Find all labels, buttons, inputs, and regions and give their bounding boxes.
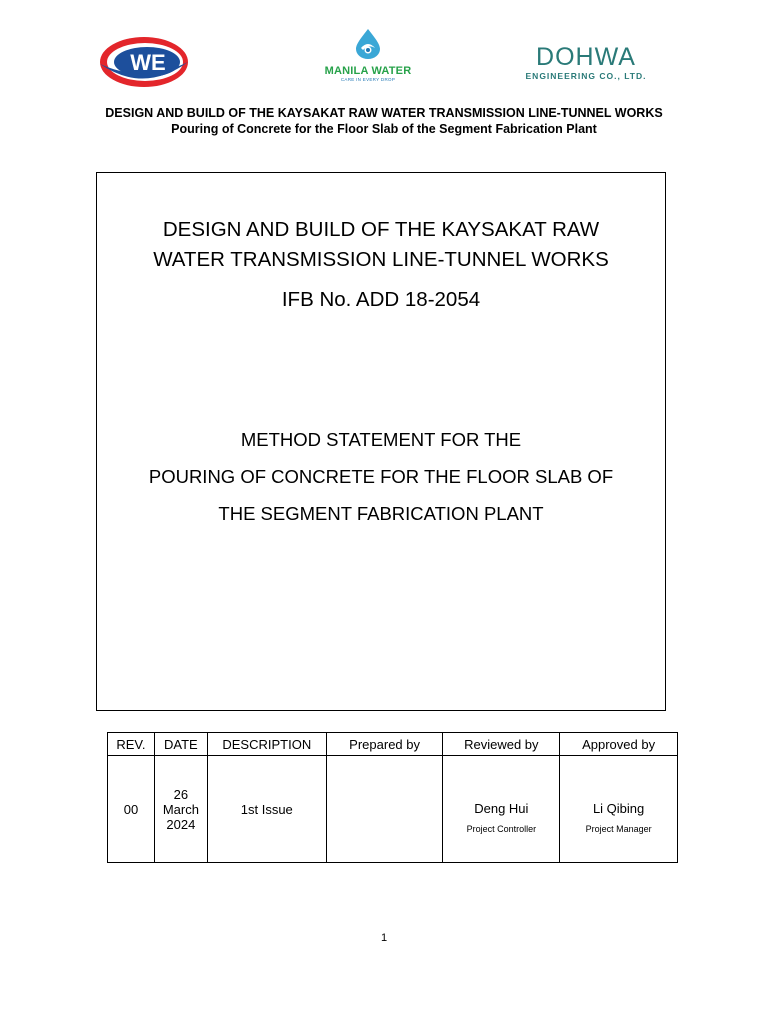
date-month: March	[162, 801, 199, 817]
cell-prepared-by	[326, 756, 443, 863]
date-year: 2024	[166, 816, 196, 832]
manila-water-logo	[318, 28, 418, 86]
page-number: 1	[380, 932, 388, 944]
cwe-logo-mark	[98, 34, 190, 90]
cell-description: 1st Issue	[207, 756, 326, 863]
header-subtitle: Pouring of Concrete for the Floor Slab of the Segment Fabrication Plant	[171, 122, 597, 136]
method-statement-line3: THE SEGMENT FABRICATION PLANT	[218, 503, 544, 524]
cell-rev: 00	[108, 756, 155, 863]
header-approved-by: Approved by	[560, 733, 678, 756]
table-row	[108, 756, 678, 863]
cell-date	[154, 756, 207, 863]
header-project-title: DESIGN AND BUILD OF THE KAYSAKAT RAW WATER TRANSMISSION LINE-TUNNEL WORKS	[105, 106, 663, 120]
reviewer-name: Deng Hui	[474, 800, 529, 816]
svg-text:WE: WE	[130, 50, 166, 75]
revision-table	[107, 732, 678, 863]
method-statement-line1: METHOD STATEMENT FOR THE	[240, 429, 522, 450]
header-date: DATE	[154, 733, 207, 756]
revision-table-header	[108, 733, 678, 756]
reviewer-role: Project Controller	[466, 823, 537, 834]
cell-reviewed-by	[443, 756, 560, 863]
manila-water-name: MANILA WATER	[324, 65, 412, 77]
manila-water-tagline: CARE IN EVERY DROP	[340, 77, 396, 82]
cell-approved-by	[560, 756, 678, 863]
water-drop-icon	[351, 28, 385, 60]
approver-role: Project Manager	[585, 823, 652, 834]
header-prepared-by: Prepared by	[326, 733, 443, 756]
date-day: 26	[173, 786, 189, 802]
cover-title-line1: DESIGN AND BUILD OF THE KAYSAKAT RAW	[162, 218, 600, 241]
dohwa-name: DOHWA	[536, 43, 636, 71]
dohwa-subtitle: ENGINEERING CO., LTD.	[525, 71, 647, 81]
cover-box	[96, 172, 666, 711]
header-description: DESCRIPTION	[207, 733, 326, 756]
header-rev: REV.	[108, 733, 155, 756]
dohwa-logo	[516, 44, 656, 86]
cover-title-line2: WATER TRANSMISSION LINE-TUNNEL WORKS	[153, 248, 609, 271]
cwe-logo	[98, 34, 190, 90]
approver-name: Li Qibing	[592, 800, 645, 816]
method-statement-line2: POURING OF CONCRETE FOR THE FLOOR SLAB OF	[148, 466, 614, 487]
cover-ifb-number: IFB No. ADD 18-2054	[281, 288, 481, 311]
header-reviewed-by: Reviewed by	[443, 733, 560, 756]
